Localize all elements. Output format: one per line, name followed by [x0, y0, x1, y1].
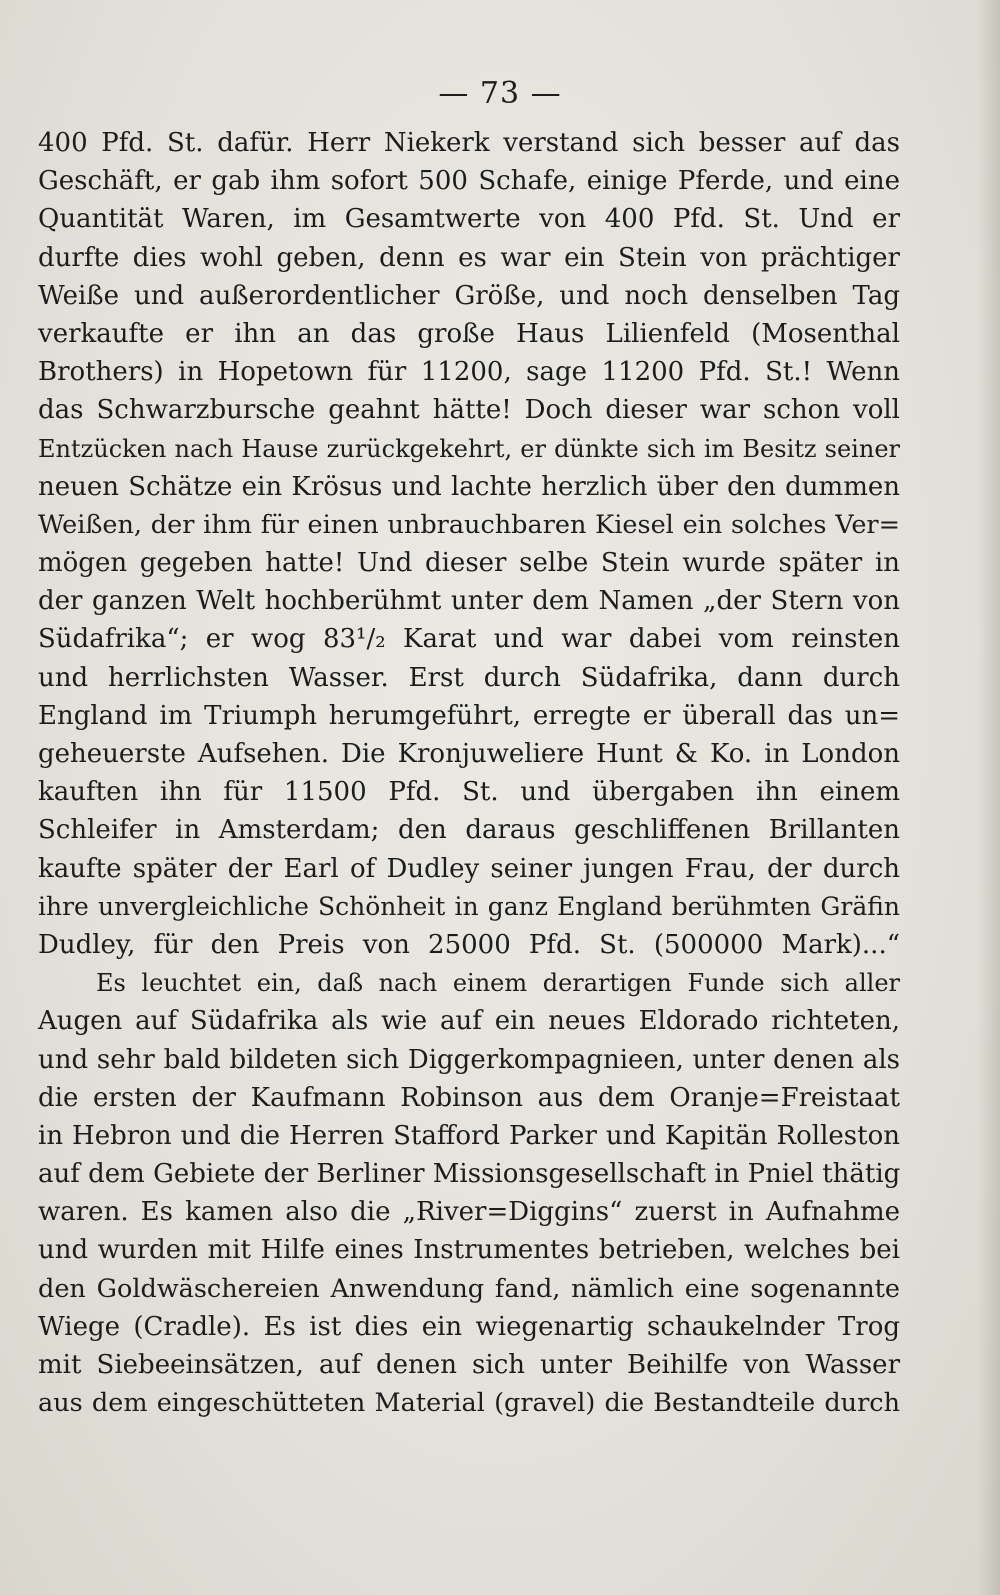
- text-line: 400 Pfd. St. dafür. Herr Niekerk verstand sich besser auf das: [38, 128, 900, 158]
- text-line: verkaufte er ihn an das große Haus Lilienfeld (Mosenthal: [38, 318, 900, 349]
- page-number: — 73 —: [438, 76, 562, 111]
- body-text: [38, 124, 900, 1422]
- text-line: kaufte später der Earl of Dudley seiner jungen Frau, der durch: [38, 853, 900, 884]
- text-line: Brothers) in Hopetown für 11200, sage 11200 Pfd. St.! Wenn: [38, 357, 900, 388]
- text-line: Quantität Waren, im Gesamtwerte von 400 Pfd. St. Und er: [38, 204, 900, 235]
- text-line: Dudley, für den Preis von 25000 Pfd. St. (500000 Mark)...“: [38, 929, 900, 960]
- text-line: Schleifer in Amsterdam; den daraus geschliffenen Brillanten: [38, 815, 900, 846]
- text-line: mögen gegeben hatte! Und dieser selbe Stein wurde später in: [38, 548, 900, 579]
- text-line: Entzücken nach Hause zurückgekehrt, er dünkte sich im Besitz seiner: [38, 434, 900, 463]
- text-line: das Schwarzbursche geahnt hätte! Doch dieser war schon voll: [38, 395, 900, 426]
- text-line: geheuerste Aufsehen. Die Kronjuweliere Hunt & Ko. in London: [38, 739, 900, 769]
- text-line: Südafrika“; er wog 83¹/₂ Karat und war dabei vom reinsten: [38, 624, 900, 655]
- page-edge-shadow: [978, 0, 1000, 1595]
- text-line: aus dem eingeschütteten Material (gravel) die Bestandteile durch: [38, 1388, 900, 1419]
- text-line: mit Siebeeinsätzen, auf denen sich unter Beihilfe von Wasser: [38, 1350, 900, 1380]
- text-line: in Hebron und die Herren Stafford Parker und Kapitän Rolleston: [38, 1120, 900, 1151]
- text-line: Geschäft, er gab ihm sofort 500 Schafe, einige Pferde, und eine: [38, 166, 900, 197]
- text-line: und wurden mit Hilfe eines Instrumentes betrieben, welches bei: [38, 1235, 900, 1266]
- text-line: Weiße und außerordentlicher Größe, und noch denselben Tag: [38, 280, 900, 311]
- text-line: neuen Schätze ein Krösus und lachte herzlich über den dummen: [38, 471, 900, 502]
- text-line: ihre unvergleichliche Schönheit in ganz England berühmten Gräfin: [38, 891, 900, 921]
- text-line: England im Triumph herumgeführt, erregte er überall das un=: [38, 700, 900, 731]
- text-line: Wiege (Cradle). Es ist dies ein wiegenartig schaukelnder Trog: [38, 1311, 900, 1342]
- text-line: kauften ihn für 11500 Pfd. St. und übergaben ihn einem: [38, 777, 900, 808]
- text-line: und sehr bald bildeten sich Diggerkompagnieen, unter denen als: [38, 1044, 900, 1075]
- text-line: Es leuchtet ein, daß nach einem derartigen Funde sich aller: [96, 969, 900, 998]
- text-line: der ganzen Welt hochberühmt unter dem Namen „der Stern von: [38, 586, 900, 617]
- text-line: auf dem Gebiete der Berliner Missionsgesellschaft in Pniel thätig: [38, 1159, 901, 1190]
- text-line: den Goldwäschereien Anwendung fand, nämlich eine sogenannte: [38, 1273, 900, 1304]
- text-line: Augen auf Südafrika als wie auf ein neues Eldorado richteten,: [38, 1006, 900, 1037]
- text-line: die ersten der Kaufmann Robinson aus dem Oranje=Freistaat: [38, 1082, 900, 1113]
- text-line: und herrlichsten Wasser. Erst durch Südafrika, dann durch: [38, 662, 900, 693]
- text-line: durfte dies wohl geben, denn es war ein Stein von prächtiger: [38, 242, 900, 273]
- text-line: Weißen, der ihm für einen unbrauchbaren Kiesel ein solches Ver=: [38, 509, 900, 540]
- text-line: waren. Es kamen also die „River=Diggins“ zuerst in Aufnahme: [38, 1197, 900, 1228]
